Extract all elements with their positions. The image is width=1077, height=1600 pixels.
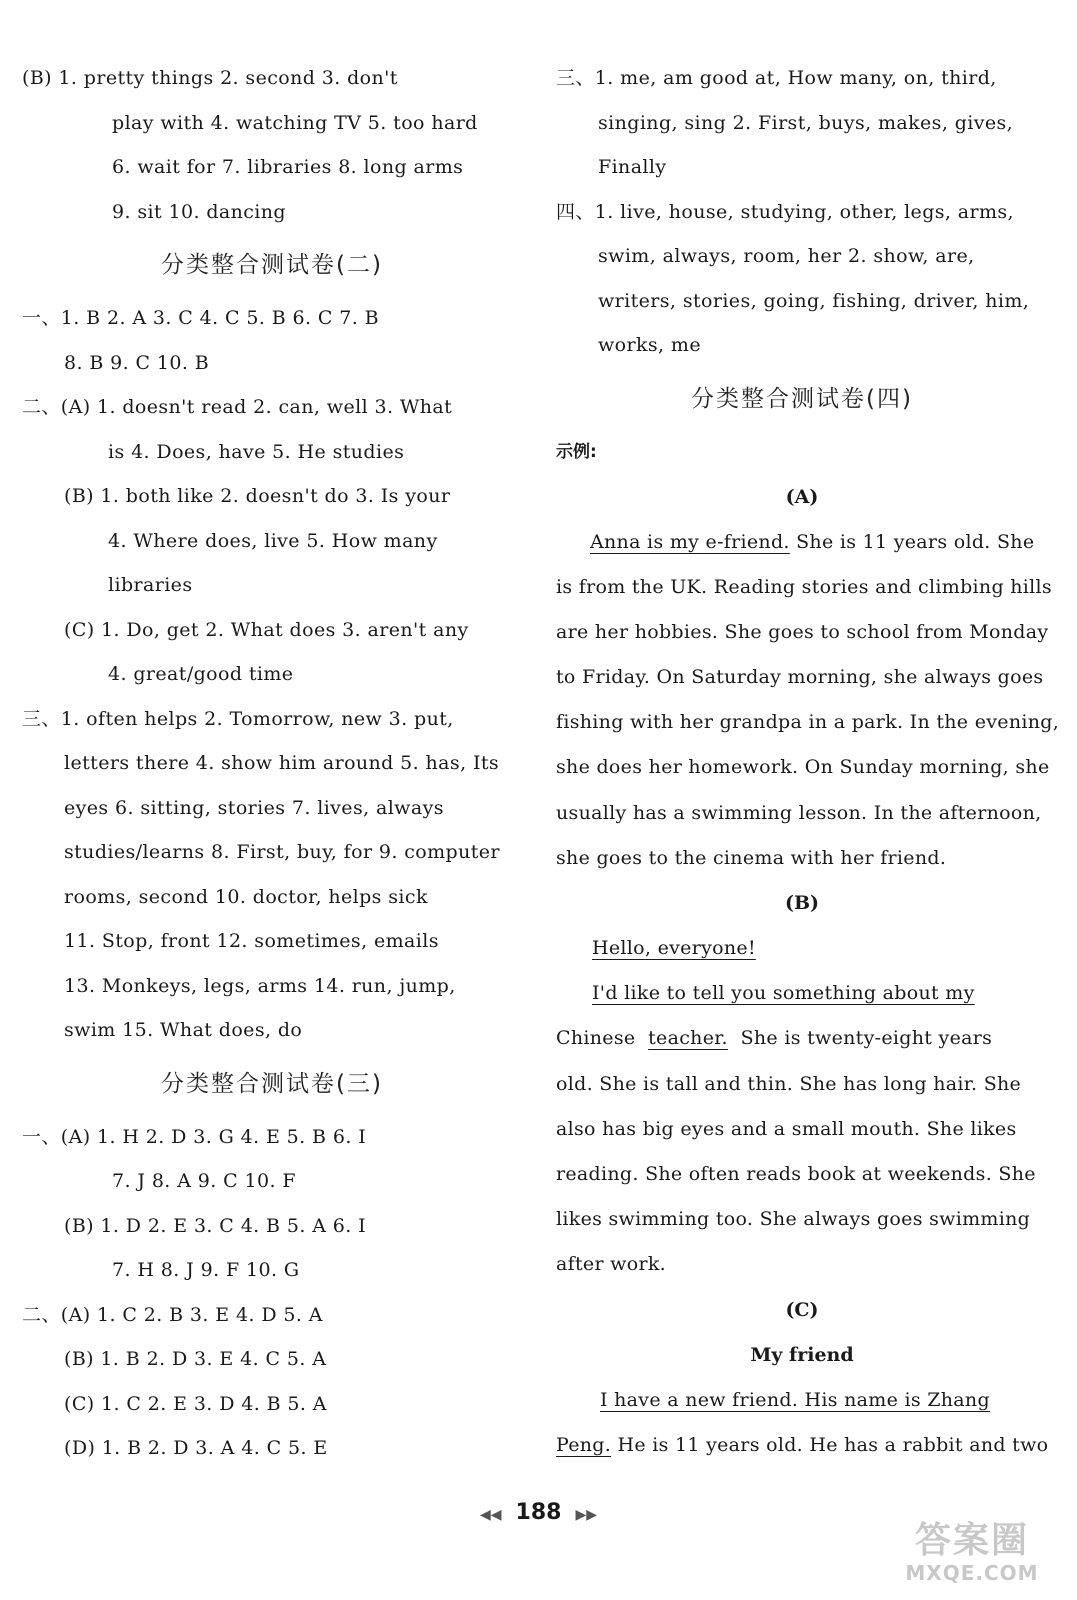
answer-line: 二、(A) 1. C 2. B 3. E 4. D 5. A bbox=[22, 1303, 323, 1326]
answer-line: (C) 1. C 2. E 3. D 4. B 5. A bbox=[64, 1392, 327, 1415]
essay-line: she goes to the cinema with her friend. bbox=[556, 846, 947, 869]
answer-line: 13. Monkeys, legs, arms 14. run, jump, bbox=[64, 974, 456, 997]
essay-line: are her hobbies. She goes to school from Monday bbox=[556, 620, 1049, 643]
essay-text: Chinese bbox=[556, 1027, 636, 1050]
essay-line: is from the UK. Reading stories and climbing hills bbox=[556, 575, 1052, 598]
answer-line: letters there 4. show him around 5. has, Its bbox=[64, 752, 500, 774]
answer-line: 7. H 8. J 9. F 10. G bbox=[112, 1259, 300, 1281]
answer-line: (B) 1. both like 2. doesn't do 3. Is your bbox=[64, 485, 451, 507]
left-column bbox=[22, 56, 522, 1471]
prev-arrow-icon: ◀◀ bbox=[479, 1507, 502, 1523]
essay-label: (A) bbox=[785, 485, 819, 508]
answer-line: 二、(A) 1. doesn't read 2. can, well 3. What bbox=[22, 396, 453, 418]
essay-line: to Friday. On Saturday morning, she always goes bbox=[556, 666, 1044, 689]
answer-line: rooms, second 10. doctor, helps sick bbox=[64, 885, 428, 908]
answer-line: works, me bbox=[598, 334, 701, 356]
underlined-sentence: Hello, everyone! bbox=[592, 937, 756, 959]
answer-line: is 4. Does, have 5. He studies bbox=[108, 440, 405, 463]
page-number: 188 bbox=[515, 1500, 562, 1525]
answer-line: 一、(A) 1. H 2. D 3. G 4. E 5. B 6. I bbox=[22, 1125, 367, 1148]
example-label: 示例: bbox=[556, 441, 597, 462]
essay-text: She is 11 years old. She bbox=[796, 530, 1035, 553]
essay-line: reading. She often reads book at weekends. She bbox=[556, 1162, 1036, 1185]
essay-text: He is 11 years old. He has a rabbit and two bbox=[617, 1433, 1049, 1456]
answer-line: 9. sit 10. dancing bbox=[112, 200, 286, 223]
essay-line bbox=[556, 1378, 1048, 1423]
essay-label: (B) bbox=[784, 892, 820, 914]
answer-line: play with 4. watching TV 5. too hard bbox=[112, 111, 478, 134]
essay-line bbox=[556, 1016, 1048, 1061]
essay-b bbox=[556, 881, 1048, 1288]
answer-line: (B) 1. D 2. E 3. C 4. B 5. A 6. I bbox=[64, 1214, 367, 1237]
essay-line: she does her homework. On Sunday morning, she bbox=[556, 756, 1050, 779]
essay-line: fishing with her grandpa in a park. In the evening, bbox=[556, 711, 1060, 734]
watermark-url: MXQE.COM bbox=[905, 1561, 1039, 1585]
answer-line: eyes 6. sitting, stories 7. lives, always bbox=[64, 796, 444, 819]
essay-line: usually has a swimming lesson. In the afternoon, bbox=[556, 801, 1042, 824]
answer-line: swim, always, room, her 2. show, are, bbox=[598, 245, 975, 267]
answer-line: Finally bbox=[598, 156, 667, 178]
answer-line: swim 15. What does, do bbox=[64, 1019, 303, 1041]
essay-c bbox=[556, 1288, 1048, 1468]
underlined-word: Peng. bbox=[556, 1433, 612, 1456]
essay-a bbox=[556, 475, 1060, 882]
section-heading: 分类整合测试卷(二) bbox=[161, 252, 383, 278]
essay-line bbox=[556, 520, 1048, 565]
answer-line: 一、1. B 2. A 3. C 4. C 5. B 6. C 7. B bbox=[22, 307, 380, 329]
next-arrow-icon: ▶▶ bbox=[575, 1507, 598, 1523]
answer-line: 11. Stop, front 12. sometimes, emails bbox=[64, 930, 439, 952]
underlined-sentence: I'd like to tell you something about my bbox=[592, 982, 975, 1005]
underlined-sentence: I have a new friend. His name is Zhang bbox=[600, 1388, 990, 1411]
answer-line: 4. great/good time bbox=[108, 663, 294, 685]
answer-line: 4. Where does, live 5. How many bbox=[108, 529, 438, 552]
underlined-word: teacher. bbox=[648, 1027, 728, 1050]
essay-line bbox=[556, 926, 1048, 971]
essay-label: (C) bbox=[785, 1298, 819, 1321]
answer-line: singing, sing 2. First, buys, makes, gives, bbox=[598, 111, 1014, 134]
answer-line: 四、1. live, house, studying, other, legs, arms, bbox=[556, 200, 1014, 223]
right-column bbox=[556, 56, 1060, 1468]
essay-line: after work. bbox=[556, 1253, 666, 1276]
essay-line bbox=[556, 1423, 1048, 1468]
answer-line: 三、1. often helps 2. Tomorrow, new 3. put, bbox=[22, 707, 454, 730]
answer-line: 7. J 8. A 9. C 10. F bbox=[112, 1170, 296, 1192]
answer-line: (C) 1. Do, get 2. What does 3. aren't any bbox=[64, 618, 469, 641]
answer-line: writers, stories, going, fishing, driver, him, bbox=[598, 289, 1030, 312]
answer-line: (B) 1. B 2. D 3. E 4. C 5. A bbox=[64, 1348, 327, 1370]
answer-line: (D) 1. B 2. D 3. A 4. C 5. E bbox=[64, 1437, 328, 1459]
essay-line: likes swimming too. She always goes swimming bbox=[556, 1208, 1031, 1231]
underlined-sentence: Anna is my e-friend. bbox=[590, 530, 790, 553]
section-heading: 分类整合测试卷(三) bbox=[161, 1070, 383, 1097]
answer-line: 6. wait for 7. libraries 8. long arms bbox=[112, 156, 464, 178]
essay-line: also has big eyes and a small mouth. She likes bbox=[556, 1117, 1017, 1140]
section-heading: 分类整合测试卷(四) bbox=[691, 385, 913, 412]
essay-title: My friend bbox=[750, 1343, 854, 1366]
answer-line: libraries bbox=[108, 574, 193, 596]
essay-text: She is twenty-eight years bbox=[740, 1027, 993, 1050]
essay-line bbox=[556, 971, 1048, 1016]
answer-line: 8. B 9. C 10. B bbox=[64, 351, 210, 374]
answer-line: 三、1. me, am good at, How many, on, third, bbox=[556, 67, 997, 89]
essay-line: old. She is tall and thin. She has long hair. She bbox=[556, 1072, 1022, 1095]
watermark-logo bbox=[877, 1522, 1067, 1592]
answer-line: studies/learns 8. First, buy, for 9. computer bbox=[64, 841, 500, 863]
watermark-text: 答案圈 bbox=[914, 1520, 1029, 1561]
answer-line: (B) 1. pretty things 2. second 3. don't bbox=[22, 67, 398, 89]
